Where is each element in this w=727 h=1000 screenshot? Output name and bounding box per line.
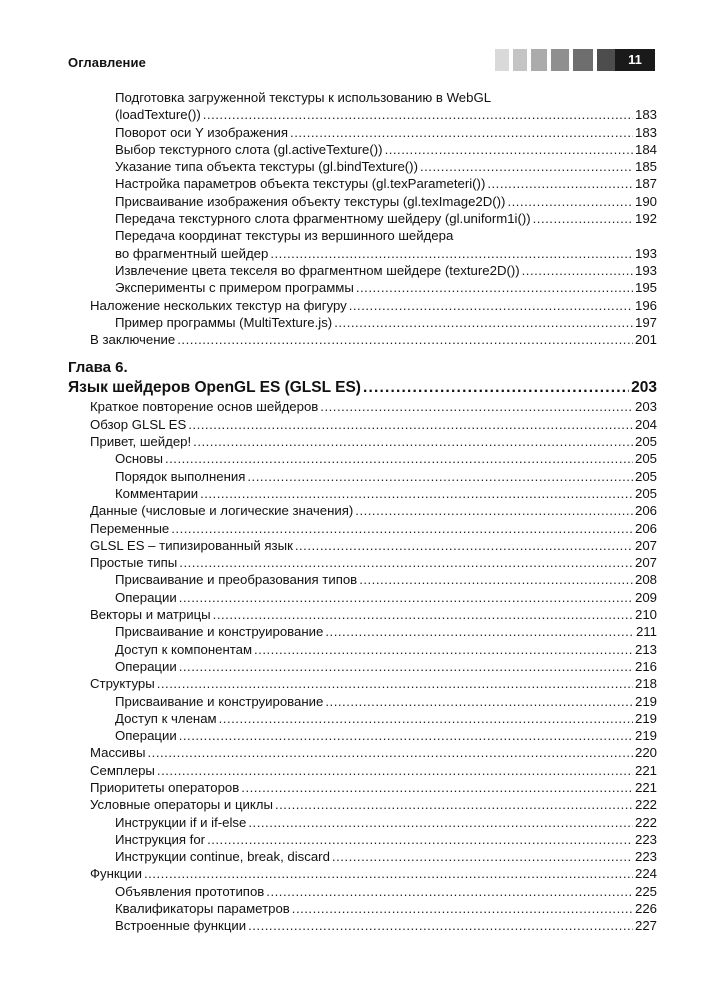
toc-entry[interactable]	[68, 314, 657, 331]
toc-entry[interactable]	[68, 450, 657, 467]
toc-entry-title: Операции	[115, 589, 177, 605]
toc-entry[interactable]	[68, 762, 657, 779]
toc-entry-page: 205	[634, 434, 657, 450]
toc-entry[interactable]	[68, 675, 657, 692]
leader-dots	[144, 865, 633, 882]
toc-entry[interactable]	[68, 831, 657, 848]
toc-entry-page: 216	[634, 658, 657, 674]
chapter-title: Язык шейдеров OpenGL ES (GLSL ES)	[68, 379, 361, 397]
toc-chapter-entries	[68, 398, 657, 934]
leader-dots	[179, 658, 633, 675]
toc-entry[interactable]	[68, 641, 657, 658]
toc-entry-title: Инструкция for	[115, 831, 206, 847]
toc-entry-page: 197	[634, 314, 657, 330]
toc-entry-page: 213	[634, 641, 657, 657]
leader-dots	[334, 314, 633, 331]
toc-entry-page: 209	[634, 589, 657, 605]
toc-entry-page: 193	[634, 245, 657, 261]
toc-entry[interactable]	[68, 693, 657, 710]
toc-top-entries	[68, 89, 657, 348]
toc-entry[interactable]	[68, 658, 657, 675]
toc-entry-title: Поворот оси Y изображения	[115, 124, 289, 140]
toc-entry[interactable]	[68, 917, 657, 934]
leader-dots	[522, 262, 633, 279]
toc-entry[interactable]	[68, 623, 657, 640]
leader-dots	[179, 554, 633, 571]
leader-dots	[179, 589, 633, 606]
toc-entry-title: Эксперименты с примером программы	[115, 280, 354, 296]
toc-entry[interactable]	[68, 124, 657, 141]
strip-block	[513, 49, 527, 71]
toc-entry[interactable]	[68, 433, 657, 450]
toc-entry-page: 185	[634, 159, 657, 175]
leader-dots	[292, 900, 633, 917]
toc-entry-page: 205	[634, 451, 657, 467]
leader-dots	[507, 193, 633, 210]
toc-entry-title: Квалификаторы параметров	[115, 901, 290, 917]
toc-entry[interactable]	[68, 571, 657, 588]
toc-entry-page: 225	[634, 883, 657, 899]
toc-entry-page: 218	[634, 676, 657, 692]
toc-entry-title: Инструкции if и if-else	[115, 814, 247, 830]
leader-dots	[193, 433, 633, 450]
toc-entry-title-continuation: во фрагментный шейдер	[115, 245, 269, 261]
toc-entry-title: Доступ к компонентам	[115, 641, 253, 657]
toc-entry-title: Приоритеты операторов	[90, 779, 240, 795]
toc-entry[interactable]	[68, 710, 657, 727]
leader-dots	[165, 450, 633, 467]
toc-entry[interactable]	[68, 106, 657, 123]
leader-dots	[241, 779, 633, 796]
leader-dots	[325, 623, 634, 640]
toc-entry-title: Доступ к членам	[115, 710, 217, 726]
toc-entry-title: Присваивание изображения объекту текстуры (gl.texImage2D())	[115, 193, 506, 209]
toc-entry-page: 208	[634, 572, 657, 588]
toc-entry[interactable]	[68, 262, 657, 279]
toc-entry[interactable]	[68, 779, 657, 796]
toc-entry-title: Массивы	[90, 745, 146, 761]
leader-dots	[332, 848, 633, 865]
leader-dots	[188, 416, 633, 433]
leader-dots	[275, 796, 633, 813]
toc-entry-page: 219	[634, 693, 657, 709]
toc-entry-title: В заключение	[90, 332, 176, 348]
toc-entry-page: 226	[634, 901, 657, 917]
leader-dots	[295, 537, 633, 554]
toc-entry-title: Присваивание и преобразования типов	[115, 572, 358, 588]
toc-entry-line[interactable]	[68, 89, 657, 106]
toc-entry-title: Настройка параметров объекта текстуры (gl.texParameteri())	[115, 176, 486, 192]
toc-entry-title: Основы	[115, 451, 163, 467]
leader-dots	[355, 502, 633, 519]
toc-entry-page: 223	[634, 831, 657, 847]
leader-dots	[248, 917, 633, 934]
toc-entry-title: Выбор текстурного слота (gl.activeTexture())	[115, 141, 383, 157]
toc-entry[interactable]	[68, 744, 657, 761]
toc-entry-title: Извлечение цвета текселя во фрагментном шейдере (texture2D())	[115, 262, 520, 278]
toc-entry[interactable]	[68, 485, 657, 502]
leader-dots	[179, 727, 633, 744]
toc-entry[interactable]	[68, 848, 657, 865]
leader-dots	[247, 468, 633, 485]
toc-entry-page: 221	[634, 762, 657, 778]
toc-entry[interactable]	[68, 814, 657, 831]
toc-entry-title: Операции	[115, 728, 177, 744]
toc-entry-page: 206	[634, 520, 657, 536]
toc-entry-title: GLSL ES – типизированный язык	[90, 537, 293, 553]
toc-entry-title: Наложение нескольких текстур на фигуру	[90, 297, 347, 313]
toc-entry-page: 195	[634, 280, 657, 296]
toc-entry[interactable]	[68, 416, 657, 433]
toc-entry-page: 192	[634, 211, 657, 227]
toc-entry[interactable]	[68, 175, 657, 192]
toc-entry-page: 190	[634, 193, 657, 209]
toc-entry-title: Условные операторы и циклы	[90, 797, 273, 813]
toc-entry[interactable]	[68, 141, 657, 158]
toc-entry-title: Обзор GLSL ES	[90, 416, 187, 432]
toc-entry-title: Переменные	[90, 520, 170, 536]
toc-entry[interactable]	[68, 158, 657, 175]
leader-dots	[359, 571, 633, 588]
toc-entry[interactable]	[68, 297, 657, 314]
toc-entry-page: 219	[634, 710, 657, 726]
toc-entry[interactable]	[68, 210, 657, 227]
toc-entry-title: Комментарии	[115, 485, 199, 501]
leader-dots	[363, 378, 629, 398]
strip-block	[495, 49, 509, 71]
toc-entry[interactable]	[68, 900, 657, 917]
section-title: Оглавление	[68, 55, 146, 70]
toc-entry-page: 223	[634, 849, 657, 865]
toc-entry-title: Подготовка загруженной текстуры к использованию в WebGL	[115, 90, 492, 105]
leader-dots	[254, 641, 633, 658]
table-of-contents	[68, 89, 657, 935]
toc-entry-title: Простые типы	[90, 555, 178, 571]
toc-entry[interactable]	[68, 502, 657, 519]
chapter-title-row[interactable]	[68, 378, 657, 398]
toc-entry-title: Структуры	[90, 676, 155, 692]
toc-entry-line[interactable]	[68, 227, 657, 244]
leader-dots	[385, 141, 633, 158]
toc-entry-page: 222	[634, 797, 657, 813]
toc-entry-title: Краткое повторение основ шейдеров	[90, 399, 319, 415]
leader-dots	[157, 762, 633, 779]
toc-entry[interactable]	[68, 796, 657, 813]
toc-entry-title: Операции	[115, 658, 177, 674]
strip-block	[551, 49, 569, 71]
running-header	[68, 46, 656, 74]
toc-entry-page: 219	[634, 728, 657, 744]
leader-dots	[148, 744, 633, 761]
toc-entry[interactable]	[68, 883, 657, 900]
toc-entry-page: 207	[634, 537, 657, 553]
toc-entry-page: 221	[634, 779, 657, 795]
toc-entry-title: Указание типа объекта текстуры (gl.bindTexture())	[115, 159, 418, 175]
toc-entry-title: Присваивание и конструирование	[115, 624, 324, 640]
toc-entry-title: Привет, шейдер!	[90, 434, 192, 450]
page-number: 11	[615, 49, 655, 71]
leader-dots	[157, 675, 633, 692]
toc-entry[interactable]	[68, 245, 657, 262]
leader-dots	[203, 106, 633, 123]
leader-dots	[207, 831, 633, 848]
leader-dots	[487, 175, 633, 192]
leader-dots	[325, 693, 633, 710]
toc-entry-page: 187	[634, 176, 657, 192]
toc-entry-page: 210	[634, 607, 657, 623]
leader-dots	[248, 814, 633, 831]
leader-dots	[420, 158, 633, 175]
leader-dots	[270, 245, 633, 262]
leader-dots	[266, 883, 633, 900]
toc-entry-page: 207	[634, 555, 657, 571]
toc-entry[interactable]	[68, 554, 657, 571]
toc-entry-page: 193	[634, 262, 657, 278]
toc-entry-title: Семплеры	[90, 762, 155, 778]
toc-entry-page: 196	[634, 297, 657, 313]
toc-entry[interactable]	[68, 606, 657, 623]
toc-entry[interactable]	[68, 279, 657, 296]
toc-entry-page: 204	[634, 416, 657, 432]
toc-entry-page: 224	[634, 866, 657, 882]
toc-entry-title: Присваивание и конструирование	[115, 693, 324, 709]
toc-entry[interactable]	[68, 865, 657, 882]
chapter-page: 203	[631, 379, 657, 397]
leader-dots	[213, 606, 633, 623]
toc-entry-page: 205	[634, 468, 657, 484]
toc-entry-page: 184	[634, 141, 657, 157]
toc-entry-title: Объявления прототипов	[115, 883, 265, 899]
toc-entry-title: Пример программы (MultiTexture.js)	[115, 314, 333, 330]
toc-entry-page: 220	[634, 745, 657, 761]
chapter-label: Глава 6.	[68, 359, 128, 377]
toc-entry[interactable]	[68, 589, 657, 606]
toc-entry-page: 206	[634, 503, 657, 519]
strip-block	[573, 49, 593, 71]
toc-entry[interactable]	[68, 727, 657, 744]
toc-entry[interactable]	[68, 331, 657, 348]
toc-entry[interactable]	[68, 193, 657, 210]
leader-dots	[200, 485, 633, 502]
leader-dots	[349, 297, 633, 314]
toc-entry-page: 203	[634, 399, 657, 415]
leader-dots	[177, 331, 633, 348]
toc-entry-page: 222	[634, 814, 657, 830]
toc-entry[interactable]	[68, 520, 657, 537]
toc-entry-page: 201	[634, 332, 657, 348]
toc-entry-title: Инструкции continue, break, discard	[115, 849, 330, 865]
toc-entry-page: 227	[634, 918, 657, 934]
strip-block	[531, 49, 547, 71]
toc-entry-page: 183	[634, 124, 657, 140]
toc-entry-title: Передача координат текстуры из вершинного шейдера	[115, 228, 454, 244]
leader-dots	[320, 398, 633, 415]
toc-entry-page: 211	[635, 624, 657, 640]
toc-entry[interactable]	[68, 468, 657, 485]
toc-entry-title-continuation: (loadTexture())	[115, 107, 201, 123]
leader-dots	[290, 124, 633, 141]
toc-entry-title: Передача текстурного слота фрагментному шейдеру (gl.uniform1i())	[115, 211, 531, 227]
toc-entry[interactable]	[68, 537, 657, 554]
leader-dots	[171, 520, 633, 537]
leader-dots	[219, 710, 633, 727]
toc-entry-title: Данные (числовые и логические значения)	[90, 503, 354, 519]
leader-dots	[533, 210, 633, 227]
toc-entry[interactable]	[68, 398, 657, 415]
toc-entry-title: Функции	[90, 866, 142, 882]
toc-entry-page: 205	[634, 485, 657, 501]
decorative-gradient-strip	[495, 49, 623, 71]
leader-dots	[356, 279, 633, 296]
toc-entry-page: 183	[634, 107, 657, 123]
toc-entry-title: Встроенные функции	[115, 918, 247, 934]
toc-entry-title: Порядок выполнения	[115, 468, 246, 484]
toc-entry-title: Векторы и матрицы	[90, 607, 211, 623]
